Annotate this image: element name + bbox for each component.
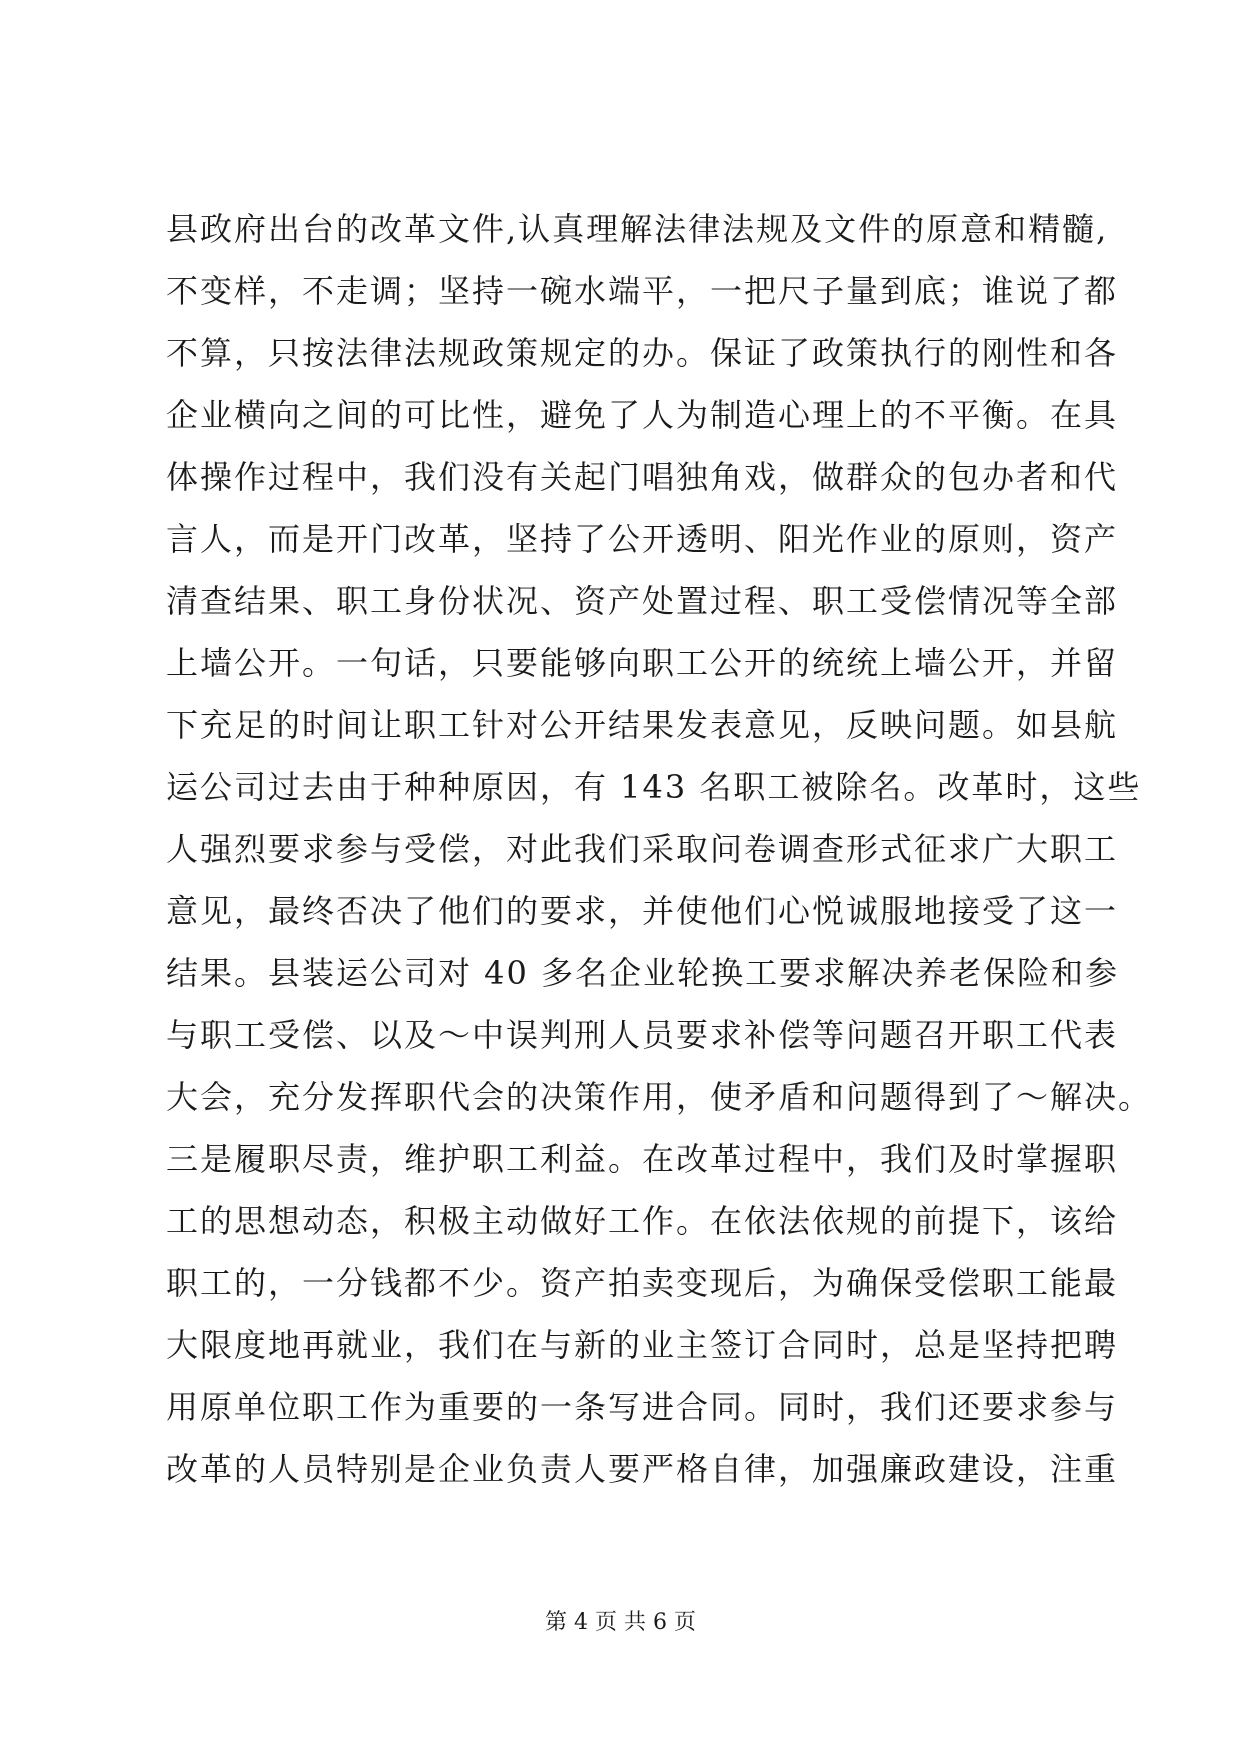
text-line: 用原单位职工作为重要的一条写进合同。同时，我们还要求参与 xyxy=(166,1388,1119,1426)
text-line: 企业横向之间的可比性，避免了人为制造心理上的不平衡。在具 xyxy=(166,396,1119,434)
text-line: 运公司过去由于种种原因，有 143 名职工被除名。改革时，这些 xyxy=(166,768,1142,806)
text-line: 县政府出台的改革文件,认真理解法律法规及文件的原意和精髓, xyxy=(166,210,1109,248)
text-line: 改革的人员特别是企业负责人要严格自律，加强廉政建设，注重 xyxy=(166,1450,1119,1488)
text-line: 不算，只按法律法规政策规定的办。保证了政策执行的刚性和各 xyxy=(166,334,1119,372)
text-line: 职工的，一分钱都不少。资产拍卖变现后，为确保受偿职工能最 xyxy=(166,1264,1119,1302)
text-line: 不变样，不走调；坚持一碗水端平，一把尺子量到底；谁说了都 xyxy=(166,272,1119,310)
text-line: 工的思想动态，积极主动做好工作。在依法依规的前提下，该给 xyxy=(166,1202,1119,1240)
body-text xyxy=(166,198,1153,1500)
page-number-footer: 第 4 页 共 6 页 xyxy=(545,1610,696,1635)
text-line: 人强烈要求参与受偿，对此我们采取问卷调查形式征求广大职工 xyxy=(166,830,1119,868)
text-line: 与职工受偿、以及～中误判刑人员要求补偿等问题召开职工代表 xyxy=(166,1016,1119,1054)
text-line: 言人，而是开门改革，坚持了公开透明、阳光作业的原则，资产 xyxy=(166,520,1119,558)
text-line: 清查结果、职工身份状况、资产处置过程、职工受偿情况等全部 xyxy=(166,582,1119,620)
text-line: 大会，充分发挥职代会的决策作用，使矛盾和问题得到了～解决。 xyxy=(166,1078,1153,1116)
text-line: 意见，最终否决了他们的要求，并使他们心悦诚服地接受了这一 xyxy=(166,892,1119,930)
text-line: 下充足的时间让职工针对公开结果发表意见，反映问题。如县航 xyxy=(166,706,1119,744)
text-line: 大限度地再就业，我们在与新的业主签订合同时，总是坚持把聘 xyxy=(166,1326,1119,1364)
text-line: 上墙公开。一句话，只要能够向职工公开的统统上墙公开，并留 xyxy=(166,644,1119,682)
text-line: 体操作过程中，我们没有关起门唱独角戏，做群众的包办者和代 xyxy=(166,458,1119,496)
text-line: 三是履职尽责，维护职工利益。在改革过程中，我们及时掌握职 xyxy=(166,1140,1119,1178)
text-line: 结果。县装运公司对 40 多名企业轮换工要求解决养老保险和参 xyxy=(166,954,1120,992)
